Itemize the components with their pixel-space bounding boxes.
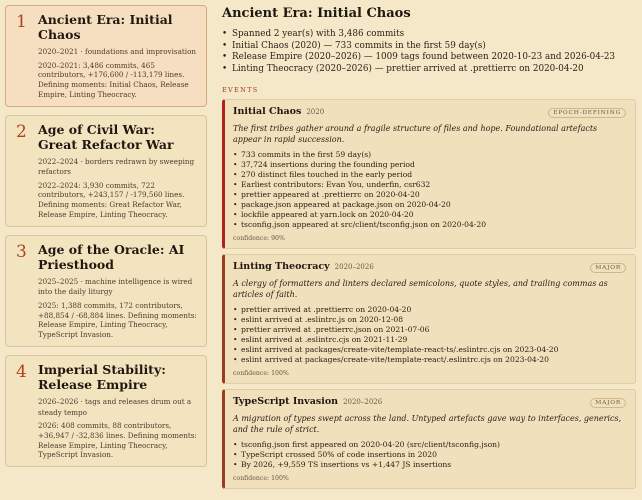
event-card-initial-chaos[interactable] (222, 99, 636, 249)
evidence-item: • tsconfig.json appeared at src/client/tsconfig.json on 2020-04-20 (241, 220, 626, 230)
event-confidence: confidence: 100% (233, 370, 289, 378)
event-confidence: confidence: 100% (233, 475, 289, 483)
era-subtitle: 2020–2021 · foundations and improvisation (38, 47, 197, 56)
era-subtitle: 2025–2025 · machine intelligence is wired into the daily liturgy (38, 276, 193, 297)
summary-item: • Initial Chaos (2020) — 733 commits in the first 59 day(s) (232, 41, 642, 53)
era-stats: 2026: 408 commits, 88 contributors, +36,947 / -32,836 lines. Defining moments: Release Empire, Linting Theocracy, TypeScript Invasion. (38, 421, 197, 460)
evidence-item: • eslint arrived at .eslintrc.js on 2020-12-08 (241, 315, 626, 325)
era-detail (222, 0, 642, 500)
era-card-2[interactable] (5, 115, 207, 227)
evidence-item: • TypeScript crossed 50% of code insertions in 2020 (241, 450, 626, 460)
event-description: A migration of types swept across the land. Untyped artefacts gave way to interfaces, generics, and the rule of strict. (233, 414, 622, 435)
summary-item: • Linting Theocracy (2020–2026) — prettier arrived at .prettierrc on 2020-04-20 (232, 64, 642, 76)
event-badge: MAJOR (590, 398, 626, 408)
event-card-linting-theocracy[interactable] (222, 254, 636, 384)
event-name: Initial Chaos (233, 106, 302, 118)
era-summary (222, 29, 642, 75)
era-subtitle: 2022–2024 · borders redrawn by sweeping refactors (38, 156, 195, 177)
event-confidence: confidence: 90% (233, 235, 285, 243)
event-card-typescript-invasion[interactable] (222, 389, 636, 489)
era-stats: 2022–2024: 3,930 commits, 722 contributors, +243,157 / -179,560 lines. Defining moments: Great Refactor War, Release Empire, Linting Theocracy. (38, 180, 185, 220)
event-description: The first tribes gather around a fragile structure of files and hope. Foundational artefacts appear in rapid succession. (233, 124, 598, 145)
event-badge: MAJOR (590, 263, 626, 273)
era-card-3[interactable] (5, 235, 207, 347)
evidence-item: • eslint arrived at packages/create-vite/template-react/.eslintrc.cjs on 2023-04-20 (241, 355, 626, 365)
event-evidence-list (233, 305, 626, 365)
era-card-1[interactable] (5, 5, 207, 107)
era-number: 4 (16, 362, 27, 383)
evidence-item: • 733 commits in the first 59 day(s) (241, 150, 626, 160)
era-sidebar (0, 0, 216, 500)
summary-item: • Release Empire (2020–2026) — 1009 tags found between 2020-10-23 and 2026-04-23 (232, 52, 642, 64)
evidence-item: • package.json appeared at package.json on 2020-04-20 (241, 200, 626, 210)
evidence-item: • By 2026, +9,559 TS insertions vs +1,447 JS insertions (241, 460, 626, 470)
event-description: A clergy of formatters and linters declared semicolons, quote styles, and trailing commas as articles of faith. (233, 279, 608, 300)
page-title: Ancient Era: Initial Chaos (222, 6, 411, 21)
era-number: 2 (16, 121, 27, 142)
evidence-item: • prettier appeared at .prettierrc on 2020-04-20 (241, 190, 626, 200)
event-years: 2020–2026 (343, 398, 383, 407)
evidence-item: • eslint arrived at .eslintrc.cjs on 2021-11-29 (241, 335, 626, 345)
era-stats: 2020–2021: 3,486 commits, 465 contributors, +176,600 / -113,179 lines. Defining moments: Initial Chaos, Release Empire, Linting Theocracy. (38, 60, 189, 99)
era-number: 1 (16, 12, 27, 32)
evidence-item: • prettier arrived at .prettierrc on 2020-04-20 (241, 305, 626, 315)
event-name: TypeScript Invasion (233, 396, 339, 408)
summary-item: • Spanned 2 year(s) with 3,486 commits (232, 29, 642, 41)
event-years: 2020 (306, 108, 325, 117)
event-badge: EPOCH-DEFINING (548, 108, 626, 118)
evidence-item: • lockfile appeared at yarn.lock on 2020-04-20 (241, 210, 626, 220)
era-card-4[interactable] (5, 355, 207, 467)
events-heading: EVENTS (222, 86, 259, 95)
event-years: 2020–2026 (334, 263, 374, 272)
evidence-item: • prettier arrived at .prettierrc.json on 2021-07-06 (241, 325, 626, 335)
evidence-item: • tsconfig.json first appeared on 2020-04-20 (src/client/tsconfig.json) (241, 440, 626, 450)
era-stats: 2025: 1,388 commits, 172 contributors, +88,854 / -68,884 lines. Defining moments: Release Empire, Linting Theocracy, TypeScript Invasion. (38, 300, 197, 340)
evidence-item: • 270 distinct files touched in the early period (241, 170, 626, 180)
evidence-item: • 37,724 insertions during the founding period (241, 160, 626, 170)
event-name: Linting Theocracy (233, 261, 330, 273)
evidence-item: • Earliest contributors: Evan You, underfin, csr632 (241, 180, 626, 190)
era-title: Age of the Oracle: AI Priesthood (38, 241, 185, 272)
era-title: Imperial Stability: Release Empire (38, 362, 166, 393)
era-title: Ancient Era: Initial Chaos (38, 12, 173, 42)
era-subtitle: 2026–2026 · tags and releases drum out a steady tempo (38, 397, 192, 417)
evidence-item: • eslint arrived at packages/create-vite/template-react-ts/.eslintrc.cjs on 2023-04-20 (241, 345, 626, 355)
era-number: 3 (16, 241, 27, 262)
event-evidence-list (233, 150, 626, 230)
event-evidence-list (233, 440, 626, 470)
era-title: Age of Civil War: Great Refactor War (38, 121, 174, 152)
